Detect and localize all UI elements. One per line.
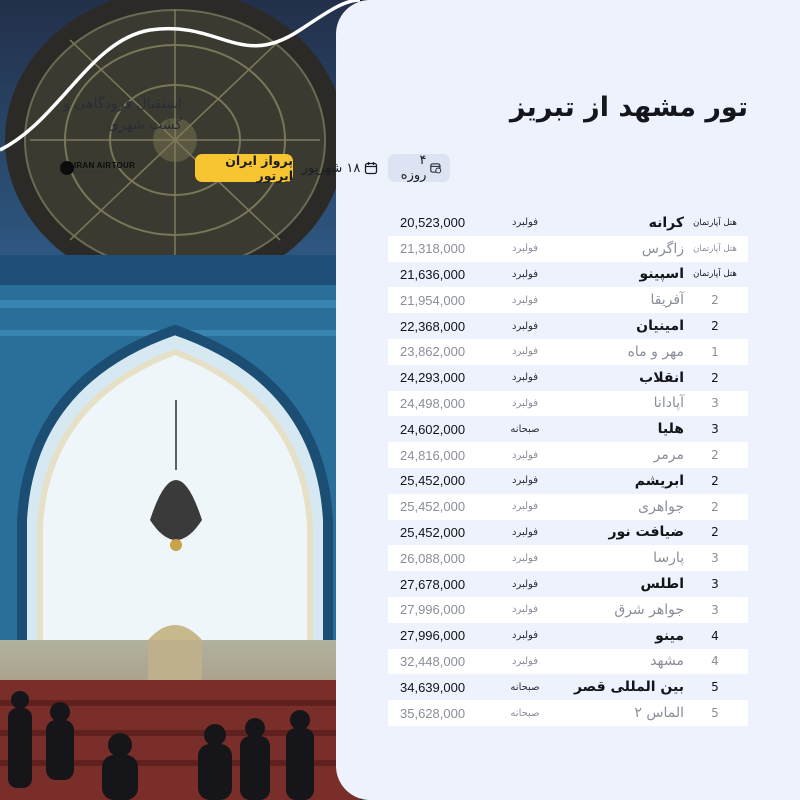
table-row (388, 468, 748, 494)
board-cell: فولبرد (512, 346, 538, 358)
board-cell: صبحانه (510, 707, 540, 719)
flight-chip (195, 154, 293, 182)
stars-cell: 2 (711, 525, 719, 540)
stars-cell: 4 (711, 628, 719, 643)
price-cell: 24,816,000 (400, 447, 466, 463)
hotel-name-cell: آپادانا (653, 395, 684, 412)
airline-logo (52, 154, 144, 182)
page-title: تور مشهد از تبریز (509, 92, 748, 123)
board-cell: فولبرد (512, 449, 538, 461)
tour-chips (52, 154, 748, 184)
stars-cell: 2 (711, 293, 719, 308)
table-row (388, 545, 748, 571)
table-row (388, 674, 748, 700)
price-cell: 34,639,000 (400, 679, 466, 695)
hotel-name-cell: آفریقا (650, 292, 684, 309)
table-row (388, 494, 748, 520)
date-label: ۱۸ شهریور (301, 160, 361, 176)
price-cell: 27,678,000 (400, 576, 466, 592)
stars-cell: 3 (711, 551, 719, 566)
board-cell: فولبرد (512, 217, 538, 229)
table-row (388, 597, 748, 623)
hotel-name-cell: امینیان (636, 318, 684, 335)
table-row (388, 571, 748, 597)
hotel-name-cell: جواهر شرق (614, 601, 684, 618)
table-row (388, 700, 748, 726)
stars-cell: 2 (711, 473, 719, 488)
hotel-name-cell: مهر و ماه (627, 343, 684, 360)
price-cell: 27,996,000 (400, 602, 466, 618)
stars-cell: 3 (711, 422, 719, 437)
table-row (388, 339, 748, 365)
price-cell: 32,448,000 (400, 653, 466, 669)
duration-label: ۴ روزه (400, 153, 427, 183)
hotel-name-cell: ضیافت نور (608, 524, 684, 541)
hotel-name-cell: ابریشم (634, 472, 684, 489)
airline-logo-text (74, 161, 135, 175)
duration-chip (388, 154, 450, 182)
stars-cell: 3 (711, 602, 719, 617)
board-cell: فولبرد (512, 475, 538, 487)
price-cell: 23,862,000 (400, 344, 466, 360)
board-cell: فولبرد (512, 397, 538, 409)
hotel-name-cell: هلیا (657, 421, 684, 438)
table-row (388, 391, 748, 417)
stars-cell: 5 (711, 680, 719, 695)
table-row (388, 313, 748, 339)
stars-cell: 3 (711, 577, 719, 592)
hotel-name-cell: انقلاب (639, 369, 684, 386)
price-cell: 25,452,000 (400, 499, 466, 515)
price-cell: 35,628,000 (400, 705, 466, 721)
price-cell: 25,452,000 (400, 473, 466, 489)
price-cell: 24,602,000 (400, 421, 466, 437)
board-cell: فولبرد (512, 268, 538, 280)
stars-cell: 5 (711, 706, 719, 721)
price-cell: 21,954,000 (400, 292, 466, 308)
stars-cell: هتل آپارتمان (693, 217, 737, 228)
price-cell: 20,523,000 (400, 215, 466, 231)
board-cell: فولبرد (512, 243, 538, 255)
table-row (388, 287, 748, 313)
hotel-name-cell: کرانه (648, 214, 684, 231)
stars-cell: 2 (711, 499, 719, 514)
flight-label: پرواز ایران ایرتور (225, 153, 293, 183)
table-row (388, 262, 748, 288)
stars-cell: 3 (711, 396, 719, 411)
stars-cell: 4 (711, 654, 719, 669)
table-row (388, 520, 748, 546)
price-cell: 22,368,000 (400, 318, 466, 334)
board-cell: صبحانه (510, 681, 540, 693)
calendar-clock-icon (430, 161, 442, 175)
price-cell: 21,636,000 (400, 266, 466, 282)
airline-emblem-icon (60, 161, 74, 175)
table-row (388, 442, 748, 468)
hotel-name-cell: اطلس (640, 576, 684, 593)
stars-cell: هتل آپارتمان (693, 269, 737, 280)
price-cell: 24,293,000 (400, 370, 466, 386)
board-cell: فولبرد (512, 630, 538, 642)
price-cell: 21,318,000 (400, 241, 466, 257)
board-cell: فولبرد (512, 655, 538, 667)
date-chip (298, 154, 382, 182)
board-cell: فولبرد (512, 501, 538, 513)
hotel-name-cell: مینو (655, 627, 684, 644)
stars-cell: هتل آپارتمان (693, 243, 737, 254)
hotel-name-cell: جواهری (638, 498, 684, 515)
price-cell: 26,088,000 (400, 550, 466, 566)
board-cell: فولبرد (512, 372, 538, 384)
airline-logo-sub: AIRLINES (73, 170, 105, 175)
table-row (388, 236, 748, 262)
table-row (388, 365, 748, 391)
table-row (388, 623, 748, 649)
table-row (388, 210, 748, 236)
board-cell: فولبرد (512, 526, 538, 538)
board-cell: فولبرد (512, 604, 538, 616)
hotel-name-cell: اسپینو (639, 266, 684, 283)
table-row (388, 649, 748, 675)
board-cell: فولبرد (512, 320, 538, 332)
page-subtitle: استقبال فرودگاهی و گشت شهری (63, 96, 182, 133)
hotel-name-cell: زاگرس (641, 240, 684, 257)
hotel-name-cell: پارسا (653, 550, 684, 567)
stars-cell: 2 (711, 370, 719, 385)
board-cell: فولبرد (512, 552, 538, 564)
hotel-name-cell: مشهد (650, 653, 684, 670)
hotel-price-table (388, 210, 748, 726)
stars-cell: 2 (711, 319, 719, 334)
board-cell: فولبرد (512, 294, 538, 306)
price-cell: 25,452,000 (400, 524, 466, 540)
table-row (388, 416, 748, 442)
price-cell: 27,996,000 (400, 628, 466, 644)
hotel-name-cell: مرمر (653, 447, 684, 464)
price-cell: 24,498,000 (400, 395, 466, 411)
board-cell: صبحانه (510, 423, 540, 435)
calendar-icon (364, 161, 378, 175)
board-cell: فولبرد (512, 578, 538, 590)
stars-cell: 1 (711, 344, 719, 359)
stars-cell: 2 (711, 448, 719, 463)
hotel-name-cell: الماس ۲ (634, 705, 684, 722)
hotel-name-cell: بین المللی قصر (573, 679, 684, 696)
airline-logo-name: IRAN AIRTOUR (73, 161, 136, 170)
